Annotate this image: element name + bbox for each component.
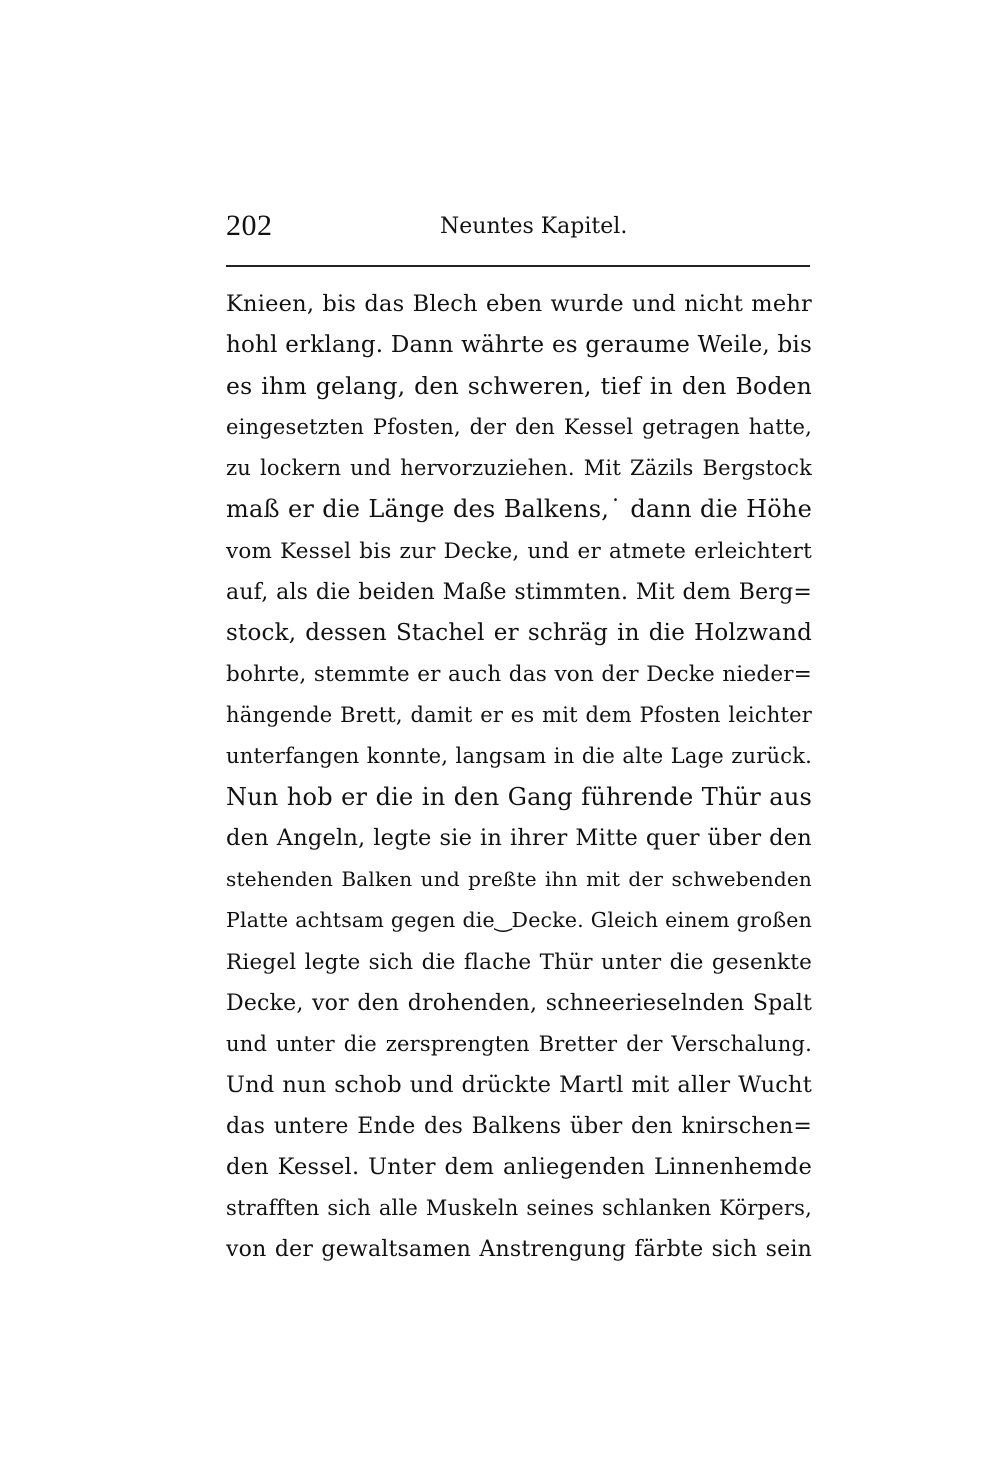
text-line: Riegel legte sich die flache Thür unter die gesenkte	[226, 949, 812, 975]
text-line: stock, dessen Stachel er schräg in die Holzwand	[226, 619, 812, 646]
text-line: zu lockern und hervorzuziehen. Mit Zäzils Bergstock	[226, 456, 812, 481]
header-rule	[226, 265, 810, 267]
text-line: und unter die zersprengten Bretter der Verschalung.	[226, 1031, 812, 1056]
text-line: stehenden Balken und preßte ihn mit der schwebenden	[226, 867, 812, 892]
text-line: Decke, vor den drohenden, schneerieselnden Spalt	[226, 990, 812, 1016]
text-line: hängende Brett, damit er es mit dem Pfosten leichter	[226, 702, 812, 727]
text-line: bohrte, stemmte er auch das von der Decke nieder=	[226, 661, 812, 687]
text-line: unterfangen konnte, langsam in die alte Lage zurück.	[226, 744, 812, 769]
page-header	[226, 208, 810, 248]
text-line: von der gewaltsamen Anstrengung färbte sich sein	[226, 1237, 812, 1263]
text-line: strafften sich alle Muskeln seines schlanken Körpers,	[226, 1196, 812, 1221]
text-line: vom Kessel bis zur Decke, und er atmete erleichtert	[226, 538, 812, 564]
running-head: Neuntes Kapitel.	[440, 214, 628, 239]
text-line: Nun hob er die in den Gang führende Thür aus	[226, 783, 812, 812]
text-line: den Angeln, legte sie in ihrer Mitte quer über den	[226, 825, 812, 852]
text-line: Platte achtsam gegen die‿Decke. Gleich einem großen	[226, 908, 812, 933]
body-text	[226, 284, 812, 1270]
text-line: Und nun schob und drückte Martl mit aller Wucht	[226, 1071, 812, 1098]
text-line: den Kessel. Unter dem anliegenden Linnenhemde	[226, 1153, 812, 1180]
text-line: das untere Ende des Balkens über den knirschen=	[226, 1113, 812, 1139]
text-line: es ihm gelang, den schweren, tief in den Boden	[226, 372, 812, 401]
text-line: maß er die Länge des Balkens,˙ dann die Höhe	[226, 495, 812, 524]
text-line: auf, als die beiden Maße stimmten. Mit dem Berg=	[226, 579, 812, 605]
page-number: 202	[226, 209, 273, 242]
text-line: eingesetzten Pfosten, der den Kessel getragen hatte,	[226, 415, 812, 440]
text-line: hohl erklang. Dann währte es geraume Weile, bis	[226, 332, 812, 359]
text-line: Knieen, bis das Blech eben wurde und nicht mehr	[226, 291, 812, 317]
